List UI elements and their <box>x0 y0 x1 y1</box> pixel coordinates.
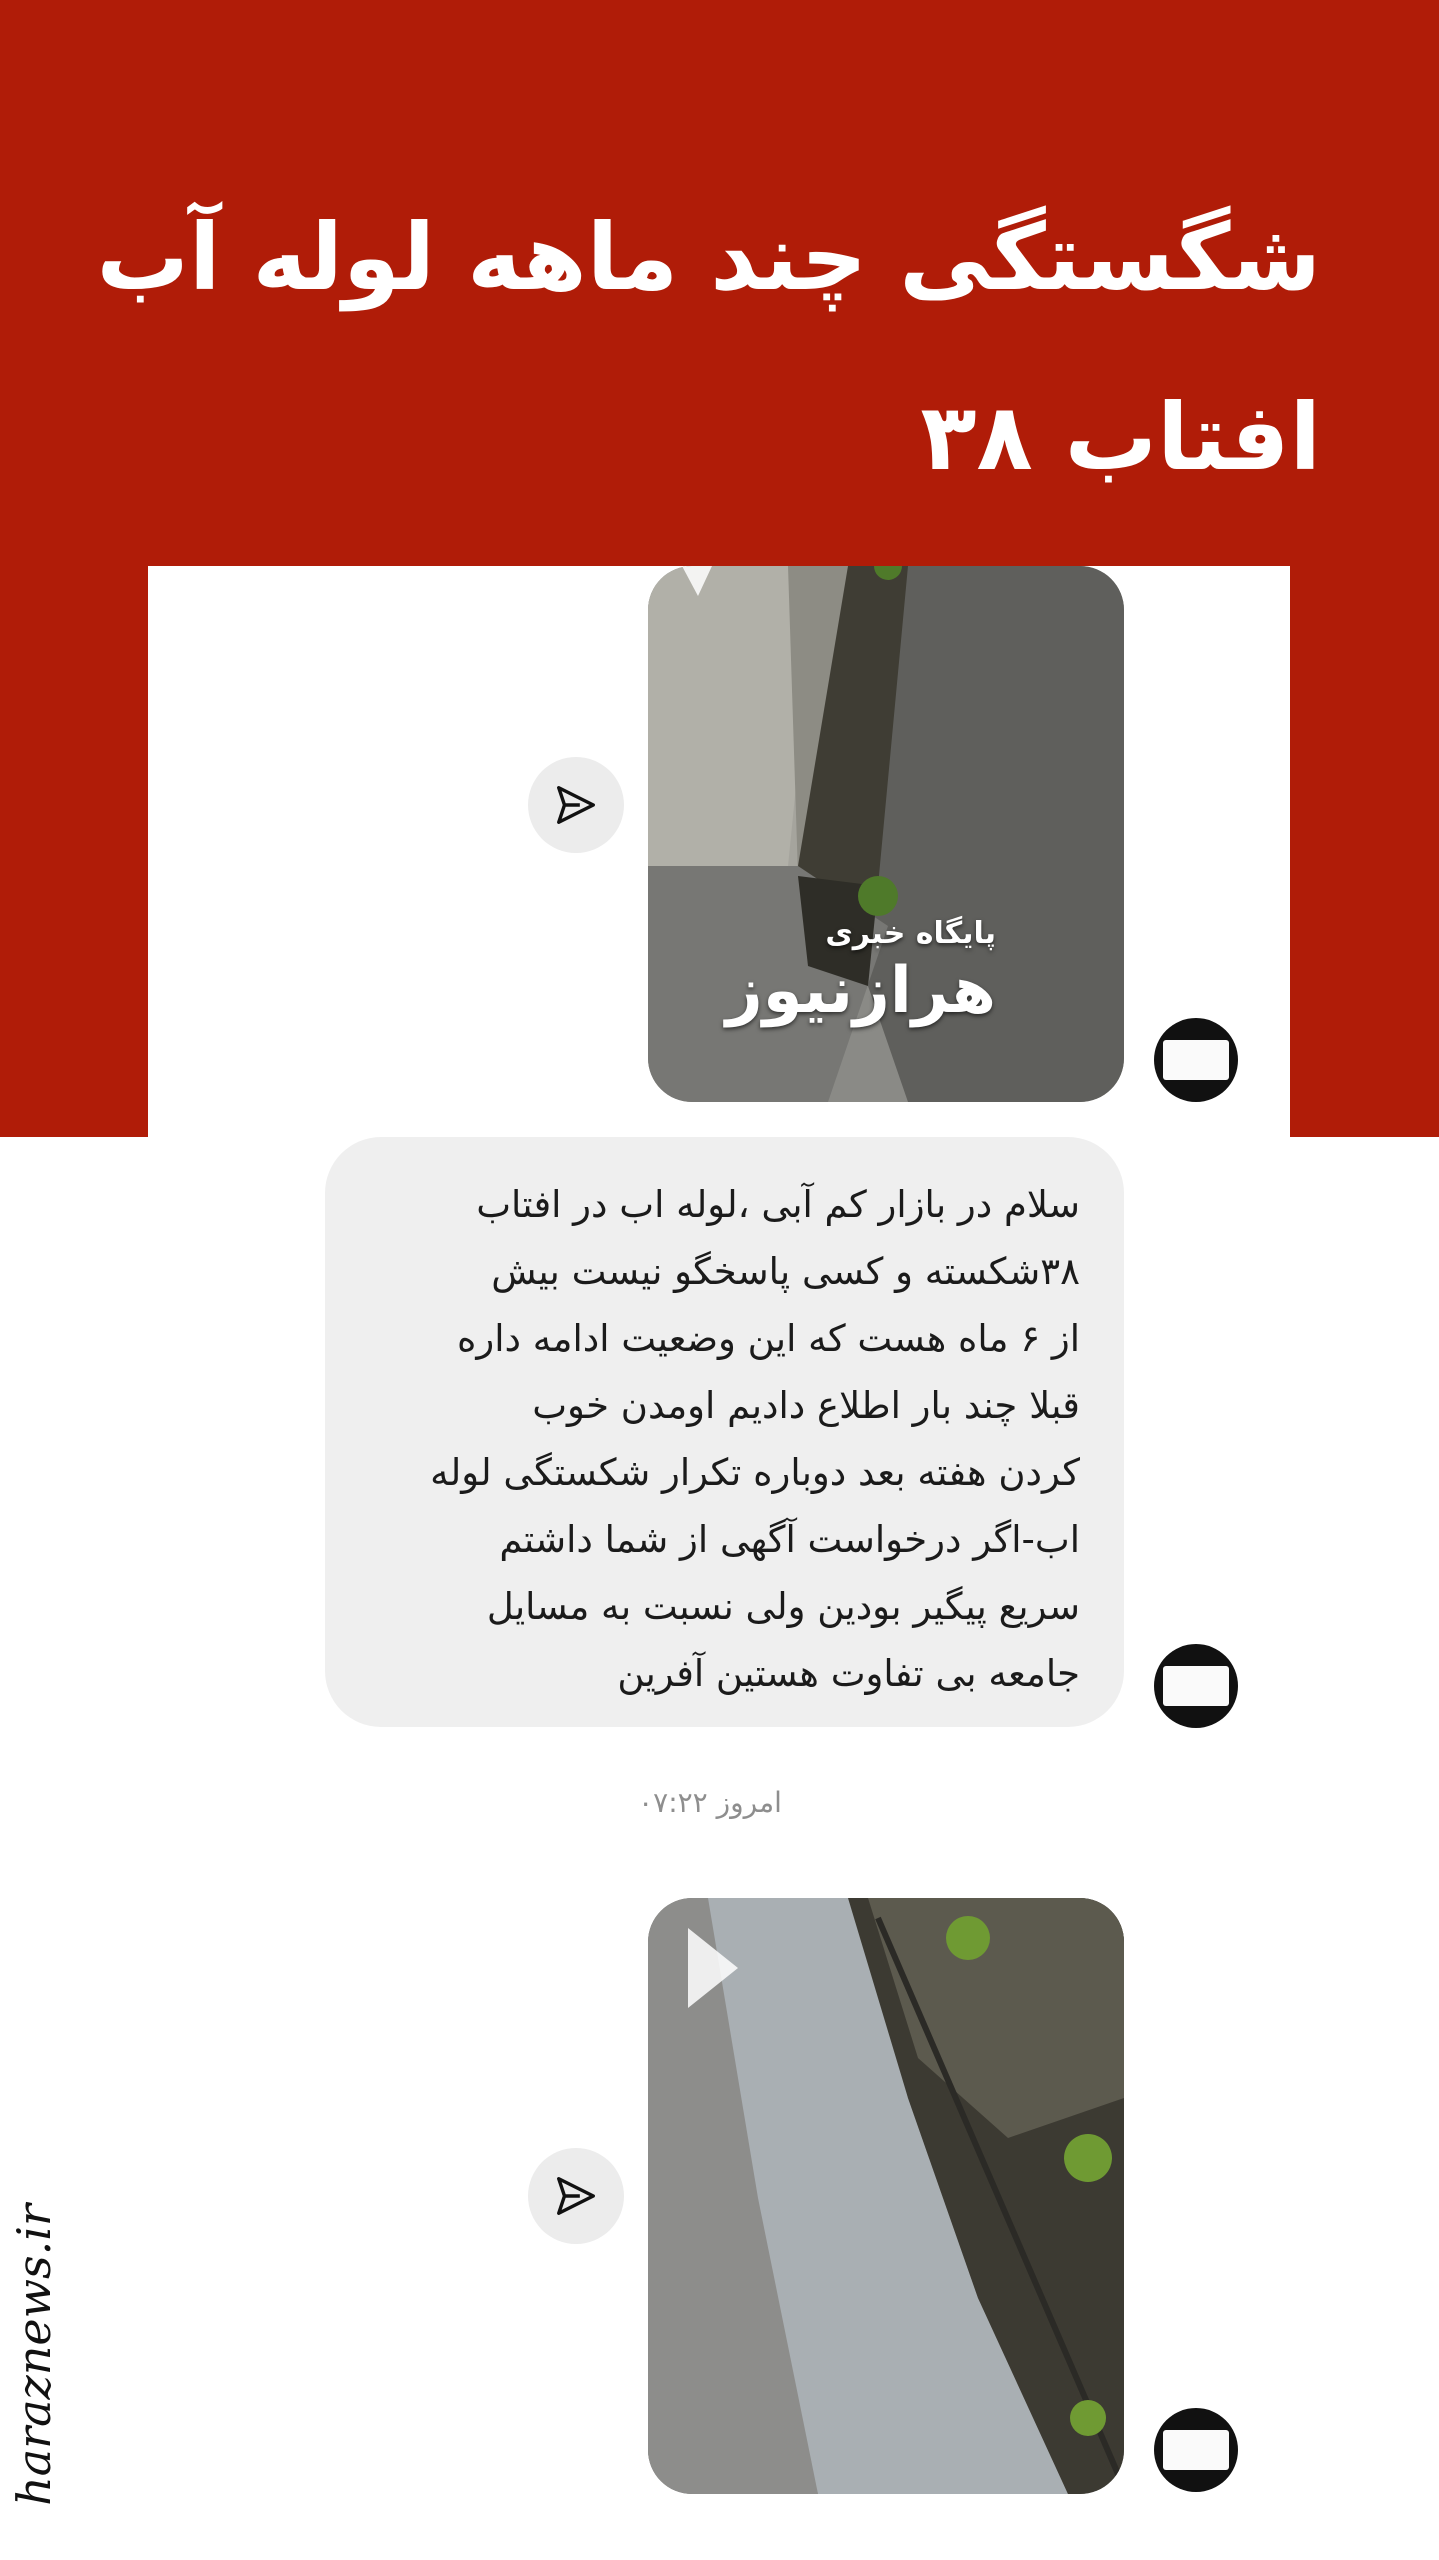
message-line: ۳۸شکسته و کسی پاسخگو نیست بیش <box>491 1250 1080 1293</box>
message-line: سلام در بازار کم آبی ،لوله اب در افتاب <box>476 1183 1080 1226</box>
message-line: جامعه بی تفاوت هستین آفرین <box>617 1652 1080 1695</box>
title-line-2: افتاب ۳۸ <box>920 384 1321 491</box>
video-frame-2 <box>648 1898 1124 2494</box>
title-line-1: شگستگی چند ماهه لوله آب <box>96 204 1321 311</box>
share-button-2[interactable] <box>528 2148 624 2244</box>
message-line: قبلا چند بار اطلاع دادیم اومدن خوب <box>532 1384 1080 1427</box>
logo-title: هرازنیوز <box>725 954 996 1028</box>
message-line: از ۶ ماه هست که این وضعیت ادامه داره <box>457 1317 1080 1360</box>
avatar-icon[interactable] <box>1154 1644 1238 1728</box>
paper-plane-icon <box>553 2173 599 2219</box>
haraznews-logo <box>726 916 996 1031</box>
site-watermark <box>4 2160 64 2550</box>
message-timestamp: امروز ۰۷:۲۲ <box>638 1786 782 1819</box>
paper-plane-icon <box>553 782 599 828</box>
message-bubble <box>325 1137 1124 1727</box>
video-thumbnail-2[interactable] <box>648 1898 1124 2494</box>
message-line: اب-اگر درخواست آگهی از شما داشتم <box>499 1518 1080 1561</box>
avatar-icon[interactable] <box>1154 1018 1238 1102</box>
share-button-1[interactable] <box>528 757 624 853</box>
video-thumbnail-1[interactable] <box>648 566 1124 1102</box>
logo-subtitle: پایگاه خبری <box>825 916 996 951</box>
watermark-text: haraznews.ir <box>7 2204 61 2506</box>
avatar-icon[interactable] <box>1154 2408 1238 2492</box>
page-title <box>61 168 1321 528</box>
message-line: سریع پیگیر بودین ولی نسبت به مسایل <box>486 1585 1080 1628</box>
message-line: کردن هفته بعد دوباره تکرار شکستگی لوله <box>430 1451 1080 1494</box>
